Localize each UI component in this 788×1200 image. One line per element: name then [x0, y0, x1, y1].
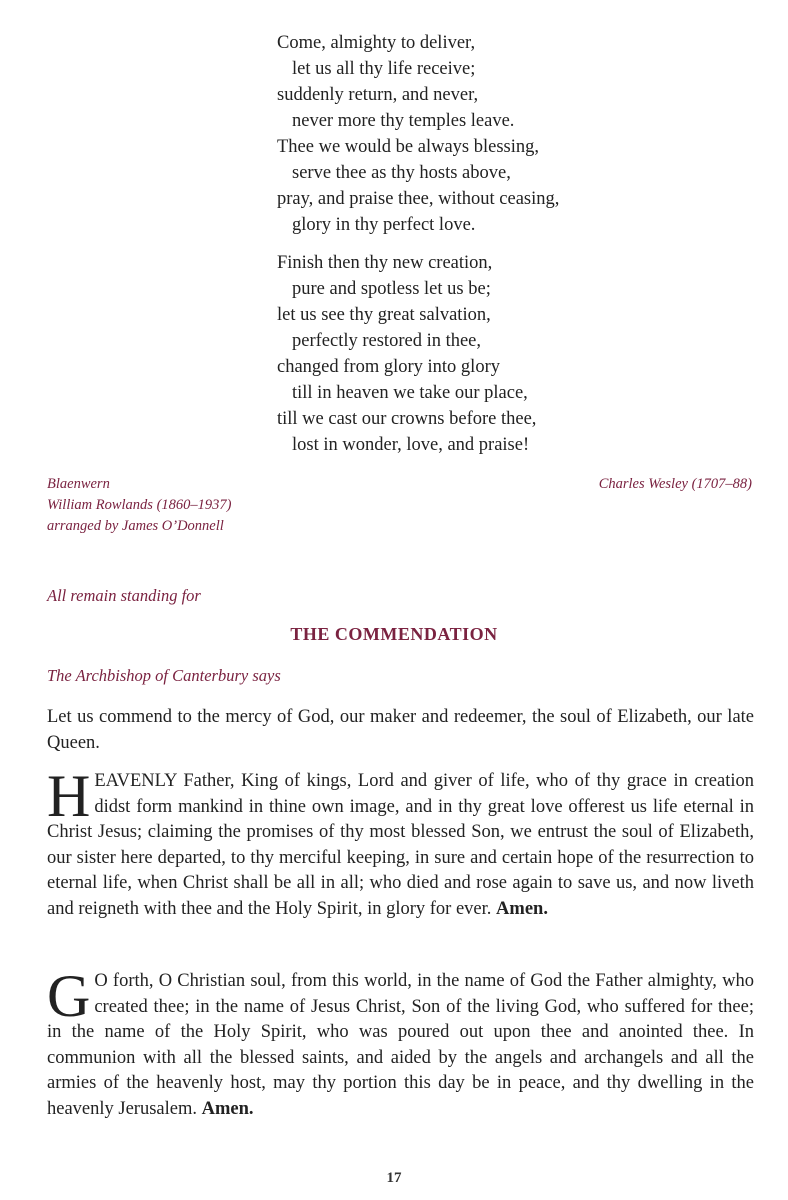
amen: Amen. — [496, 898, 548, 919]
hymn-line: let us all thy life receive; — [292, 59, 476, 79]
hymn-line: suddenly return, and never, — [277, 85, 479, 105]
hymn-line: never more thy temples leave. — [292, 111, 515, 131]
hymn-line: changed from glory into glory — [277, 357, 500, 377]
hymn-line: lost in wonder, love, and praise! — [292, 435, 530, 455]
hymn-line: serve thee as thy hosts above, — [292, 163, 511, 183]
hymn-line: Come, almighty to deliver, — [277, 33, 476, 53]
page-number: 17 — [386, 1170, 402, 1186]
hymn-line: pray, and praise thee, without ceasing, — [277, 189, 560, 209]
hymn-line: till in heaven we take our place, — [292, 383, 528, 403]
tune-credit — [47, 474, 387, 537]
drop-cap: G — [47, 963, 91, 1029]
prayer-text: EAVENLY Father, King of kings, Lord and giver of life, who of thy grace in creation didst form mankind in thine own image, and in thy great love offerest us life eternal in Christ Jesus; claiming the promises of thy most blessed Son, we entrust the soul of Elizabeth, our sister here departed, to thy merciful keeping, in sure and certain hope of the resurrection to eternal life, when Christ shall be all in all; who died and rose again to save us, and now liveth and reigneth with thee and the Holy Spirit, in glory for ever. — [47, 771, 754, 919]
prayer-text: O forth, O Christian soul, from this world, in the name of God the Father almighty, who created thee; in the name of Jesus Christ, Son of the living God, who suffered for thee; in the name of the Holy Spirit, who was poured out upon thee and anointed thee. In communion with all the blessed saints, and aided by the angels and archangels and all the armies of the heavenly host, may thy portion this day be in peace, and thy dwelling in the heavenly Jerusalem. — [47, 971, 754, 1119]
section-heading: THE COMMENDATION — [290, 624, 498, 644]
amen: Amen. — [201, 1098, 254, 1119]
intro-text: Let us commend to the mercy of God, our maker and redeemer, the soul of Elizabeth, our late Queen. — [47, 707, 754, 753]
hymn-line: Thee we would be always blessing, — [277, 137, 540, 157]
rubric-standing: All remain standing for — [47, 586, 201, 605]
hymn-line: let us see thy great salvation, — [277, 305, 491, 325]
author-credit: Charles Wesley (1707–88) — [598, 476, 752, 492]
composer: William Rowlands (1860–1937) — [47, 497, 232, 513]
hymn-line: till we cast our crowns before thee, — [277, 409, 537, 429]
hymn-line: perfectly restored in thee, — [292, 331, 482, 351]
hymn-stanza-2 — [277, 250, 697, 458]
drop-cap: H — [47, 763, 91, 829]
rubric-archbishop: The Archbishop of Canterbury says — [47, 666, 281, 685]
prayer-go-forth — [47, 963, 754, 1122]
hymn-stanza-1 — [277, 30, 697, 238]
hymn-line: glory in thy perfect love. — [292, 215, 476, 235]
hymn-line: Finish then thy new creation, — [277, 253, 493, 273]
prayer-heavenly-father — [47, 763, 754, 922]
tune-name: Blaenwern — [47, 476, 110, 492]
arranger: arranged by James O’Donnell — [47, 518, 224, 534]
hymn-line: pure and spotless let us be; — [292, 279, 491, 299]
hymn-text — [277, 30, 697, 470]
